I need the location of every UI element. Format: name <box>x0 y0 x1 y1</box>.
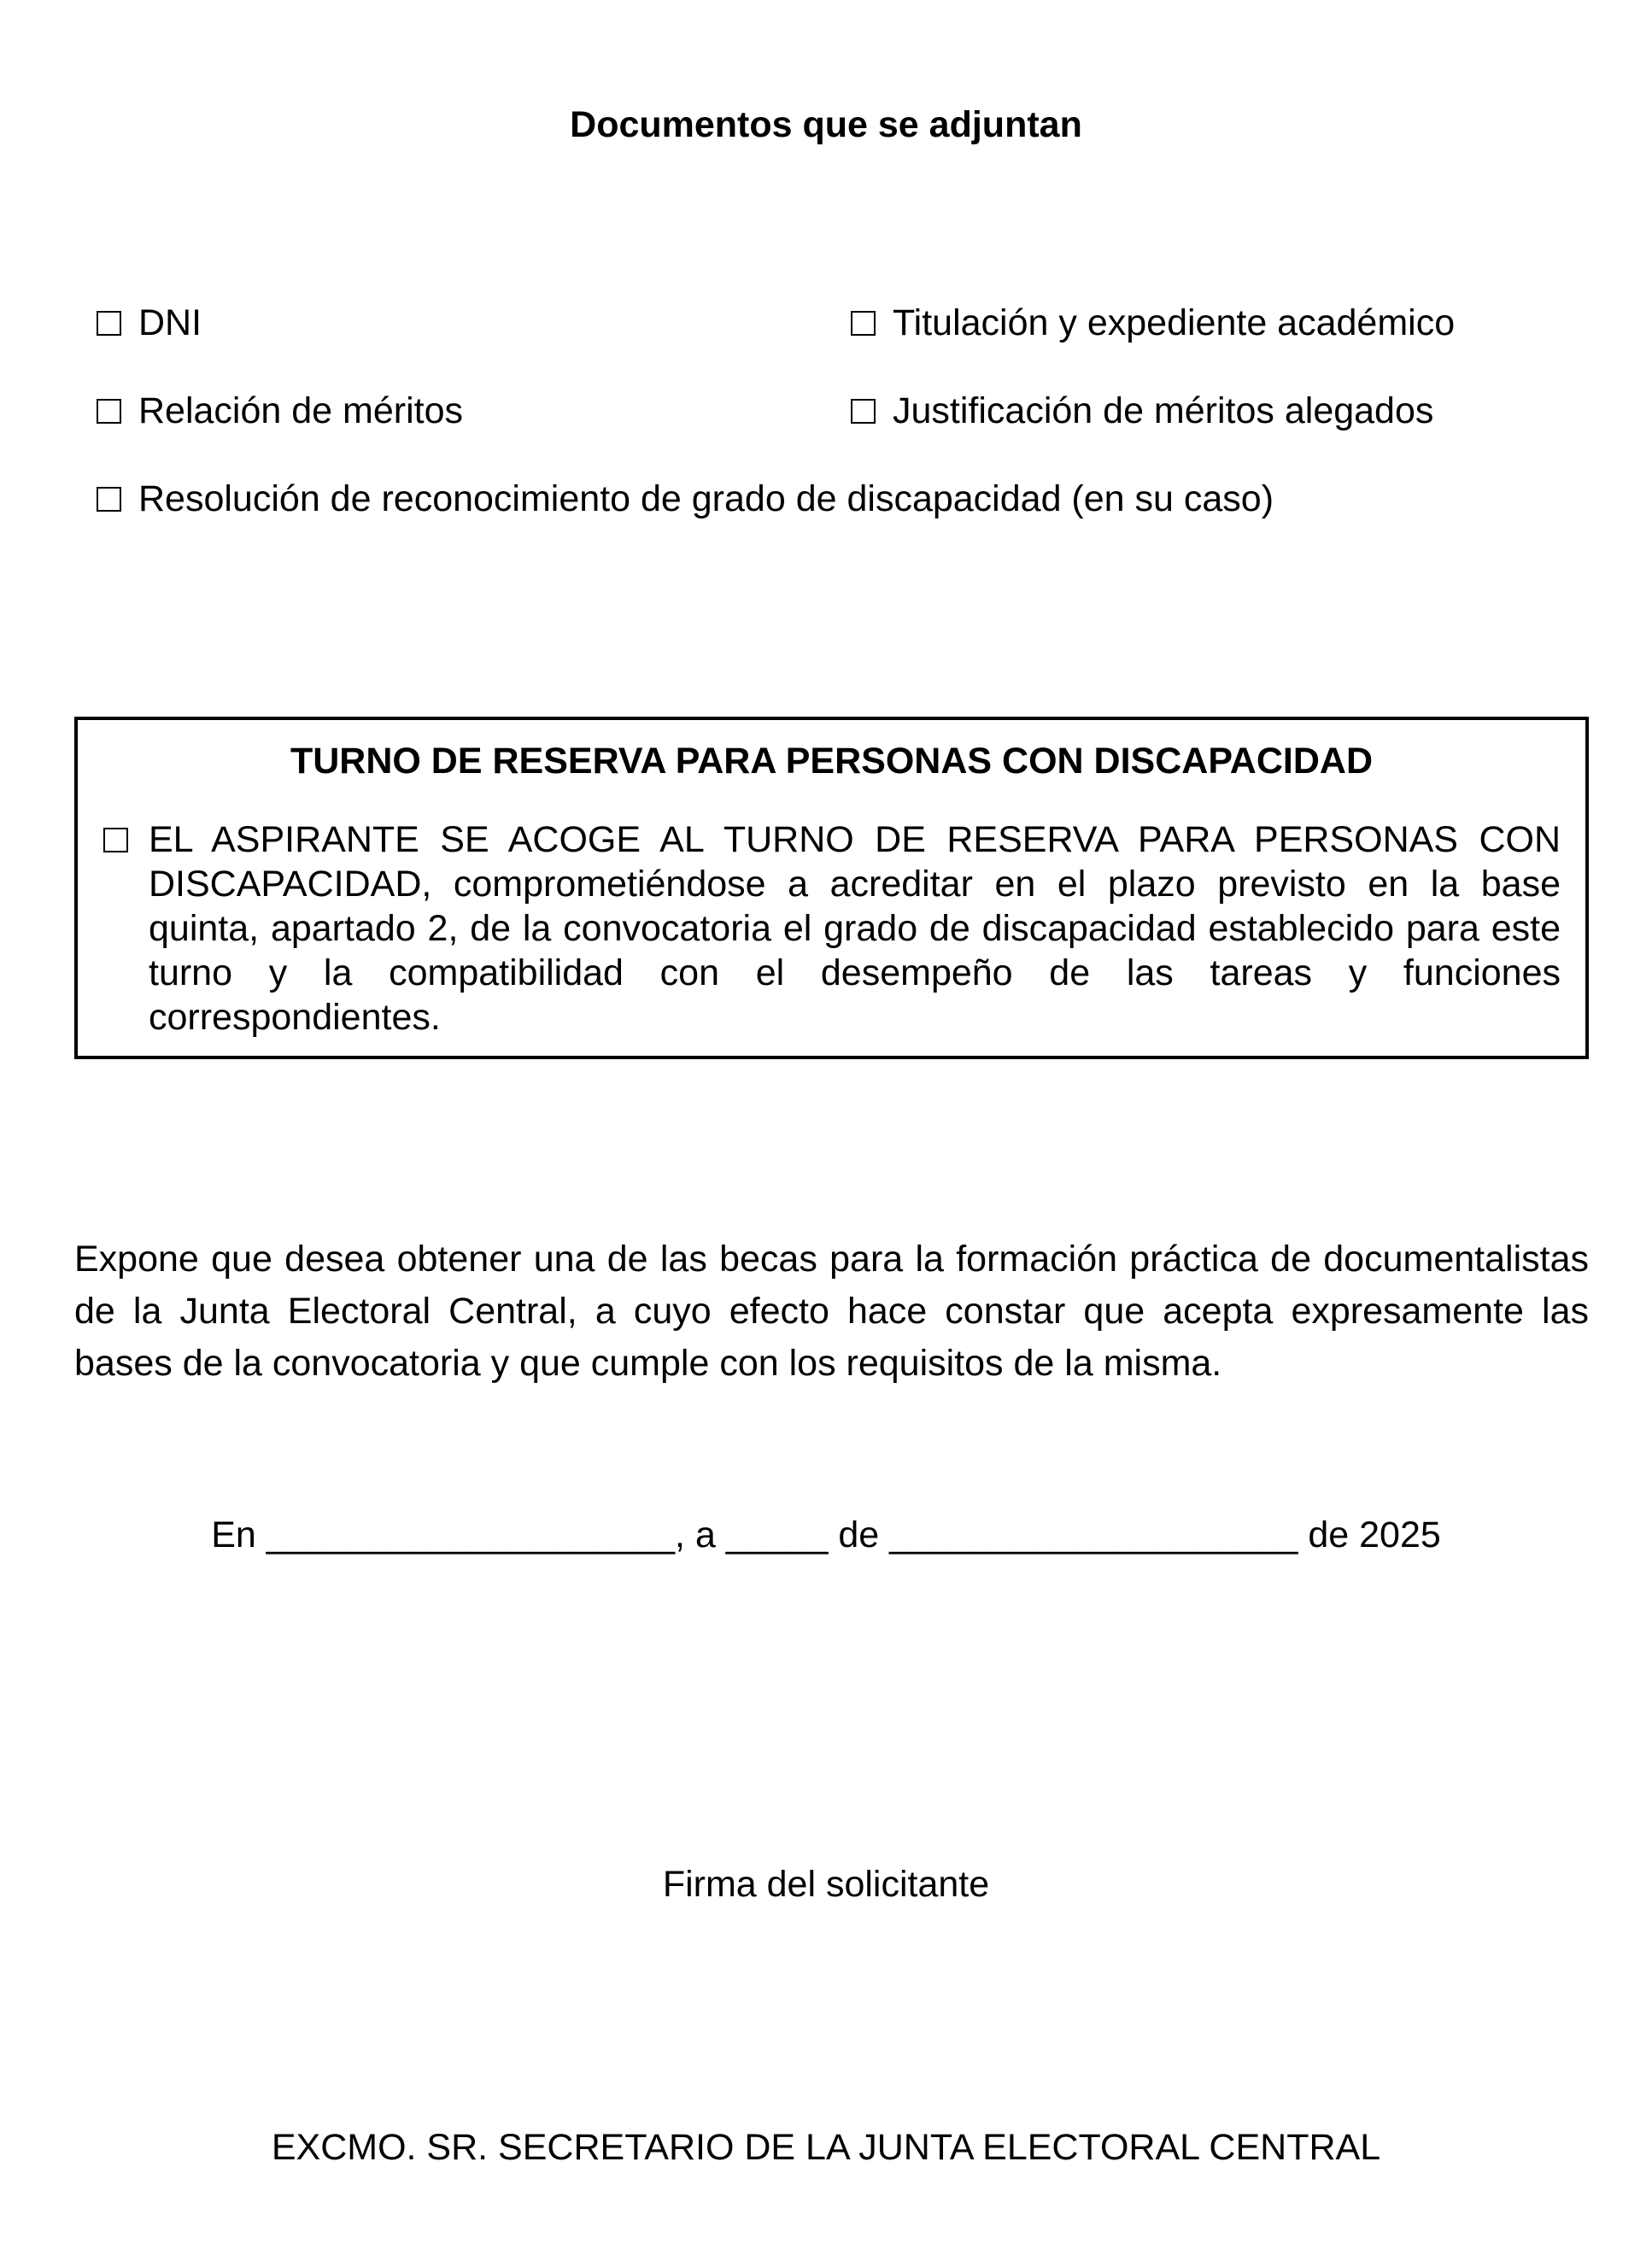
statement-paragraph: Expone que desea obtener una de las becas para la formación práctica de documentalistas de la Junta Electoral Central, a cuyo efecto hace constar que acepta expresamente las bases de la convocatoria y que cumple con los requisitos de la misma. <box>74 1239 1589 1384</box>
signature-label: Firma del solicitante <box>662 1864 990 1905</box>
checkbox-label: Justificación de méritos alegados <box>893 390 1434 431</box>
reserve-section <box>74 717 1589 1059</box>
reserve-title: TURNO DE RESERVA PARA PERSONAS CON DISCAPACIDAD <box>290 741 1374 782</box>
checkbox-dni[interactable] <box>97 301 202 345</box>
checkbox-label: Resolución de reconocimiento de grado de discapacidad (en su caso) <box>138 478 1274 519</box>
checkbox-icon[interactable] <box>851 399 876 424</box>
date-place-line[interactable]: En ____________________, a _____ de ____________________ de 2025 <box>211 1514 1441 1555</box>
checkbox-titulacion[interactable] <box>851 301 1455 345</box>
checkbox-icon[interactable] <box>97 399 121 424</box>
checkbox-resolucion-discapacidad[interactable] <box>97 477 1274 521</box>
checkbox-label: Relación de méritos <box>138 390 464 431</box>
checkbox-icon[interactable] <box>97 487 121 512</box>
addressee: EXCMO. SR. SECRETARIO DE LA JUNTA ELECTORAL CENTRAL <box>271 2127 1381 2168</box>
checkbox-justificacion-meritos[interactable] <box>851 389 1433 433</box>
checkbox-label: Titulación y expediente académico <box>893 302 1456 343</box>
reserve-text: EL ASPIRANTE SE ACOGE AL TURNO DE RESERVA PARA PERSONAS CON DISCAPACIDAD, comprometiéndose a acreditar en el plazo previsto en la base quinta, apartado 2, de la convocatoria el grado de discapacidad establecido para este turno y la compatibilidad con el desempeño de las tareas y funciones correspondientes. <box>149 819 1561 1038</box>
reserve-option[interactable] <box>100 817 1561 1040</box>
checkbox-icon[interactable] <box>103 828 128 852</box>
checkbox-icon[interactable] <box>851 311 876 336</box>
page-title: Documentos que se adjuntan <box>570 104 1082 145</box>
checkbox-relacion-meritos[interactable] <box>97 389 463 433</box>
checkbox-label: DNI <box>138 302 202 343</box>
checkbox-icon[interactable] <box>97 311 121 336</box>
